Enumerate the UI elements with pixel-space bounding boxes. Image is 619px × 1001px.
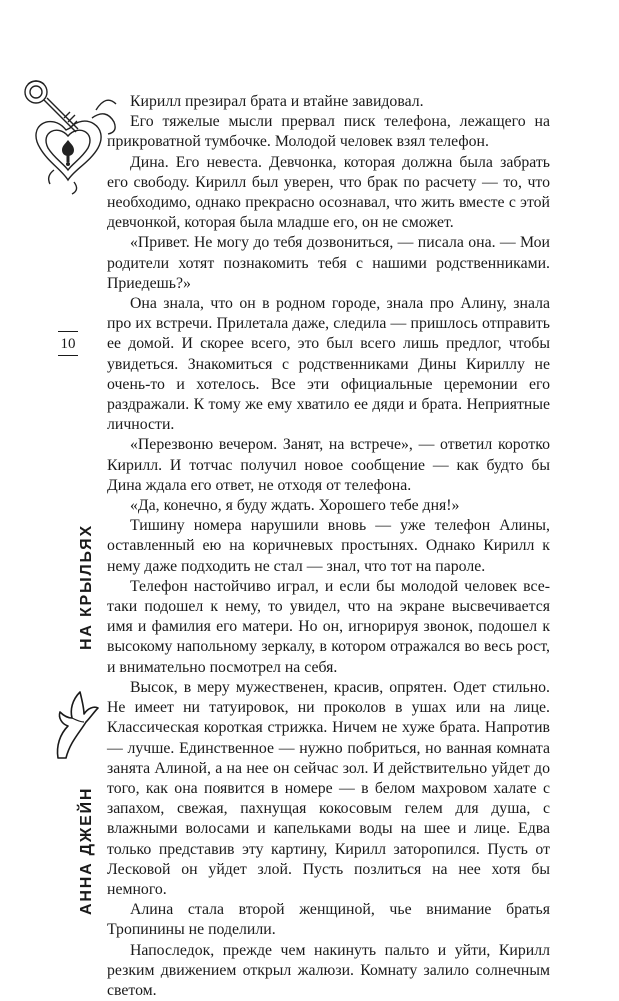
paragraph: «Да, конечно, я буду ждать. Хорошего тебе дня!» bbox=[130, 497, 460, 515]
paragraph: Его тяжелые мысли прервал писк телефона, лежащего на прикроватной тумбочке. Молодой человек взял телефон. bbox=[107, 113, 550, 151]
paragraph: «Перезвоню вечером. Занят, на встрече», — ответил коротко Кирилл. И тотчас получил новое сообщение — как будто бы Дина ждала его ответ, не отходя от телефона. bbox=[107, 436, 550, 494]
paragraph: Она знала, что он в родном городе, знала про Алину, знала про их встречи. Прилетала даже, следила — пришлось отправить ее домой. И скорее всего, это был всего лишь предлог, чтобы увидеться. Знакомиться с родственниками Дины Кириллу не очень-то и хотелось. Все эти официальные церемонии его раздражали. К тому же ему хватило ее дяди и брата. Неприятные личности. bbox=[107, 295, 550, 434]
running-author: АННА ДЖЕЙН bbox=[78, 786, 95, 915]
paragraph: Напоследок, прежде чем накинуть пальто и уйти, Кирилл резким движением открыл жалюзи. Комнату залило солнечным светом. bbox=[107, 941, 550, 999]
paragraph: Тишину номера нарушили вновь — уже телефон Алины, оставленный ею на коричневых простынях. Однако Кирилл к нему даже подходить не стал — знал, что тот на пароле. bbox=[107, 517, 550, 575]
paragraph: Кирилл презирал брата и втайне завидовал. bbox=[130, 93, 424, 110]
paragraph: Высок, в меру мужественен, красив, опрятен. Одет стильно. Не имеет ни татуировок, ни проколов в ушах или на лице. Классическая короткая стрижка. Ничем не хуже брата. Напротив — лучше. Единственное — нужно побриться, но ванная комната занята Алиной, а на нее он сейчас зол. И действительно уйдет до того, как она появится в номере — в белом махровом халате с запахом, свежая, пахнущая кокосовым гелем для душа, с влажными волосами и капельками воды на шее и лице. Едва только представив эту картину, Кирилл заторопился. Пусть от Лесковой он уйдет злой. Пусть позлиться на нее хотя бы немного. bbox=[107, 678, 550, 898]
running-title: НА КРЫЛЬЯХ bbox=[78, 524, 95, 650]
heart-lock-key-ornament-icon bbox=[14, 70, 122, 195]
paragraph: Телефон настойчиво играл, и если бы молодой человек все-таки подошел к нему, то увидел, что на экране высвечивается имя и фамилия его матери. Но он, игнорируя звонок, подошел к высокому напольному зеркалу, в котором отражался во весь рост, и внимательно посмотрел на себя. bbox=[107, 577, 550, 676]
paragraph: Алина стала второй женщиной, чье внимание братья Тропинины не поделили. bbox=[107, 901, 550, 939]
paragraph: Дина. Его невеста. Девчонка, которая должна была забрать его свободу. Кирилл был уверен, что брак по расчету — то, что необходимо, однако прекрасно осознавал, что жить вместе с этой девчонкой, которая была младше его, он не сможет. bbox=[107, 153, 550, 232]
page-number: 10 bbox=[58, 331, 78, 356]
paragraph: «Привет. Не могу до тебя дозвониться, — писала она. — Мои родители хотят познакомить тебя с нашими родственниками. Приедешь?» bbox=[107, 234, 550, 292]
body-text bbox=[107, 92, 550, 1001]
bird-silhouette-icon bbox=[50, 680, 100, 760]
